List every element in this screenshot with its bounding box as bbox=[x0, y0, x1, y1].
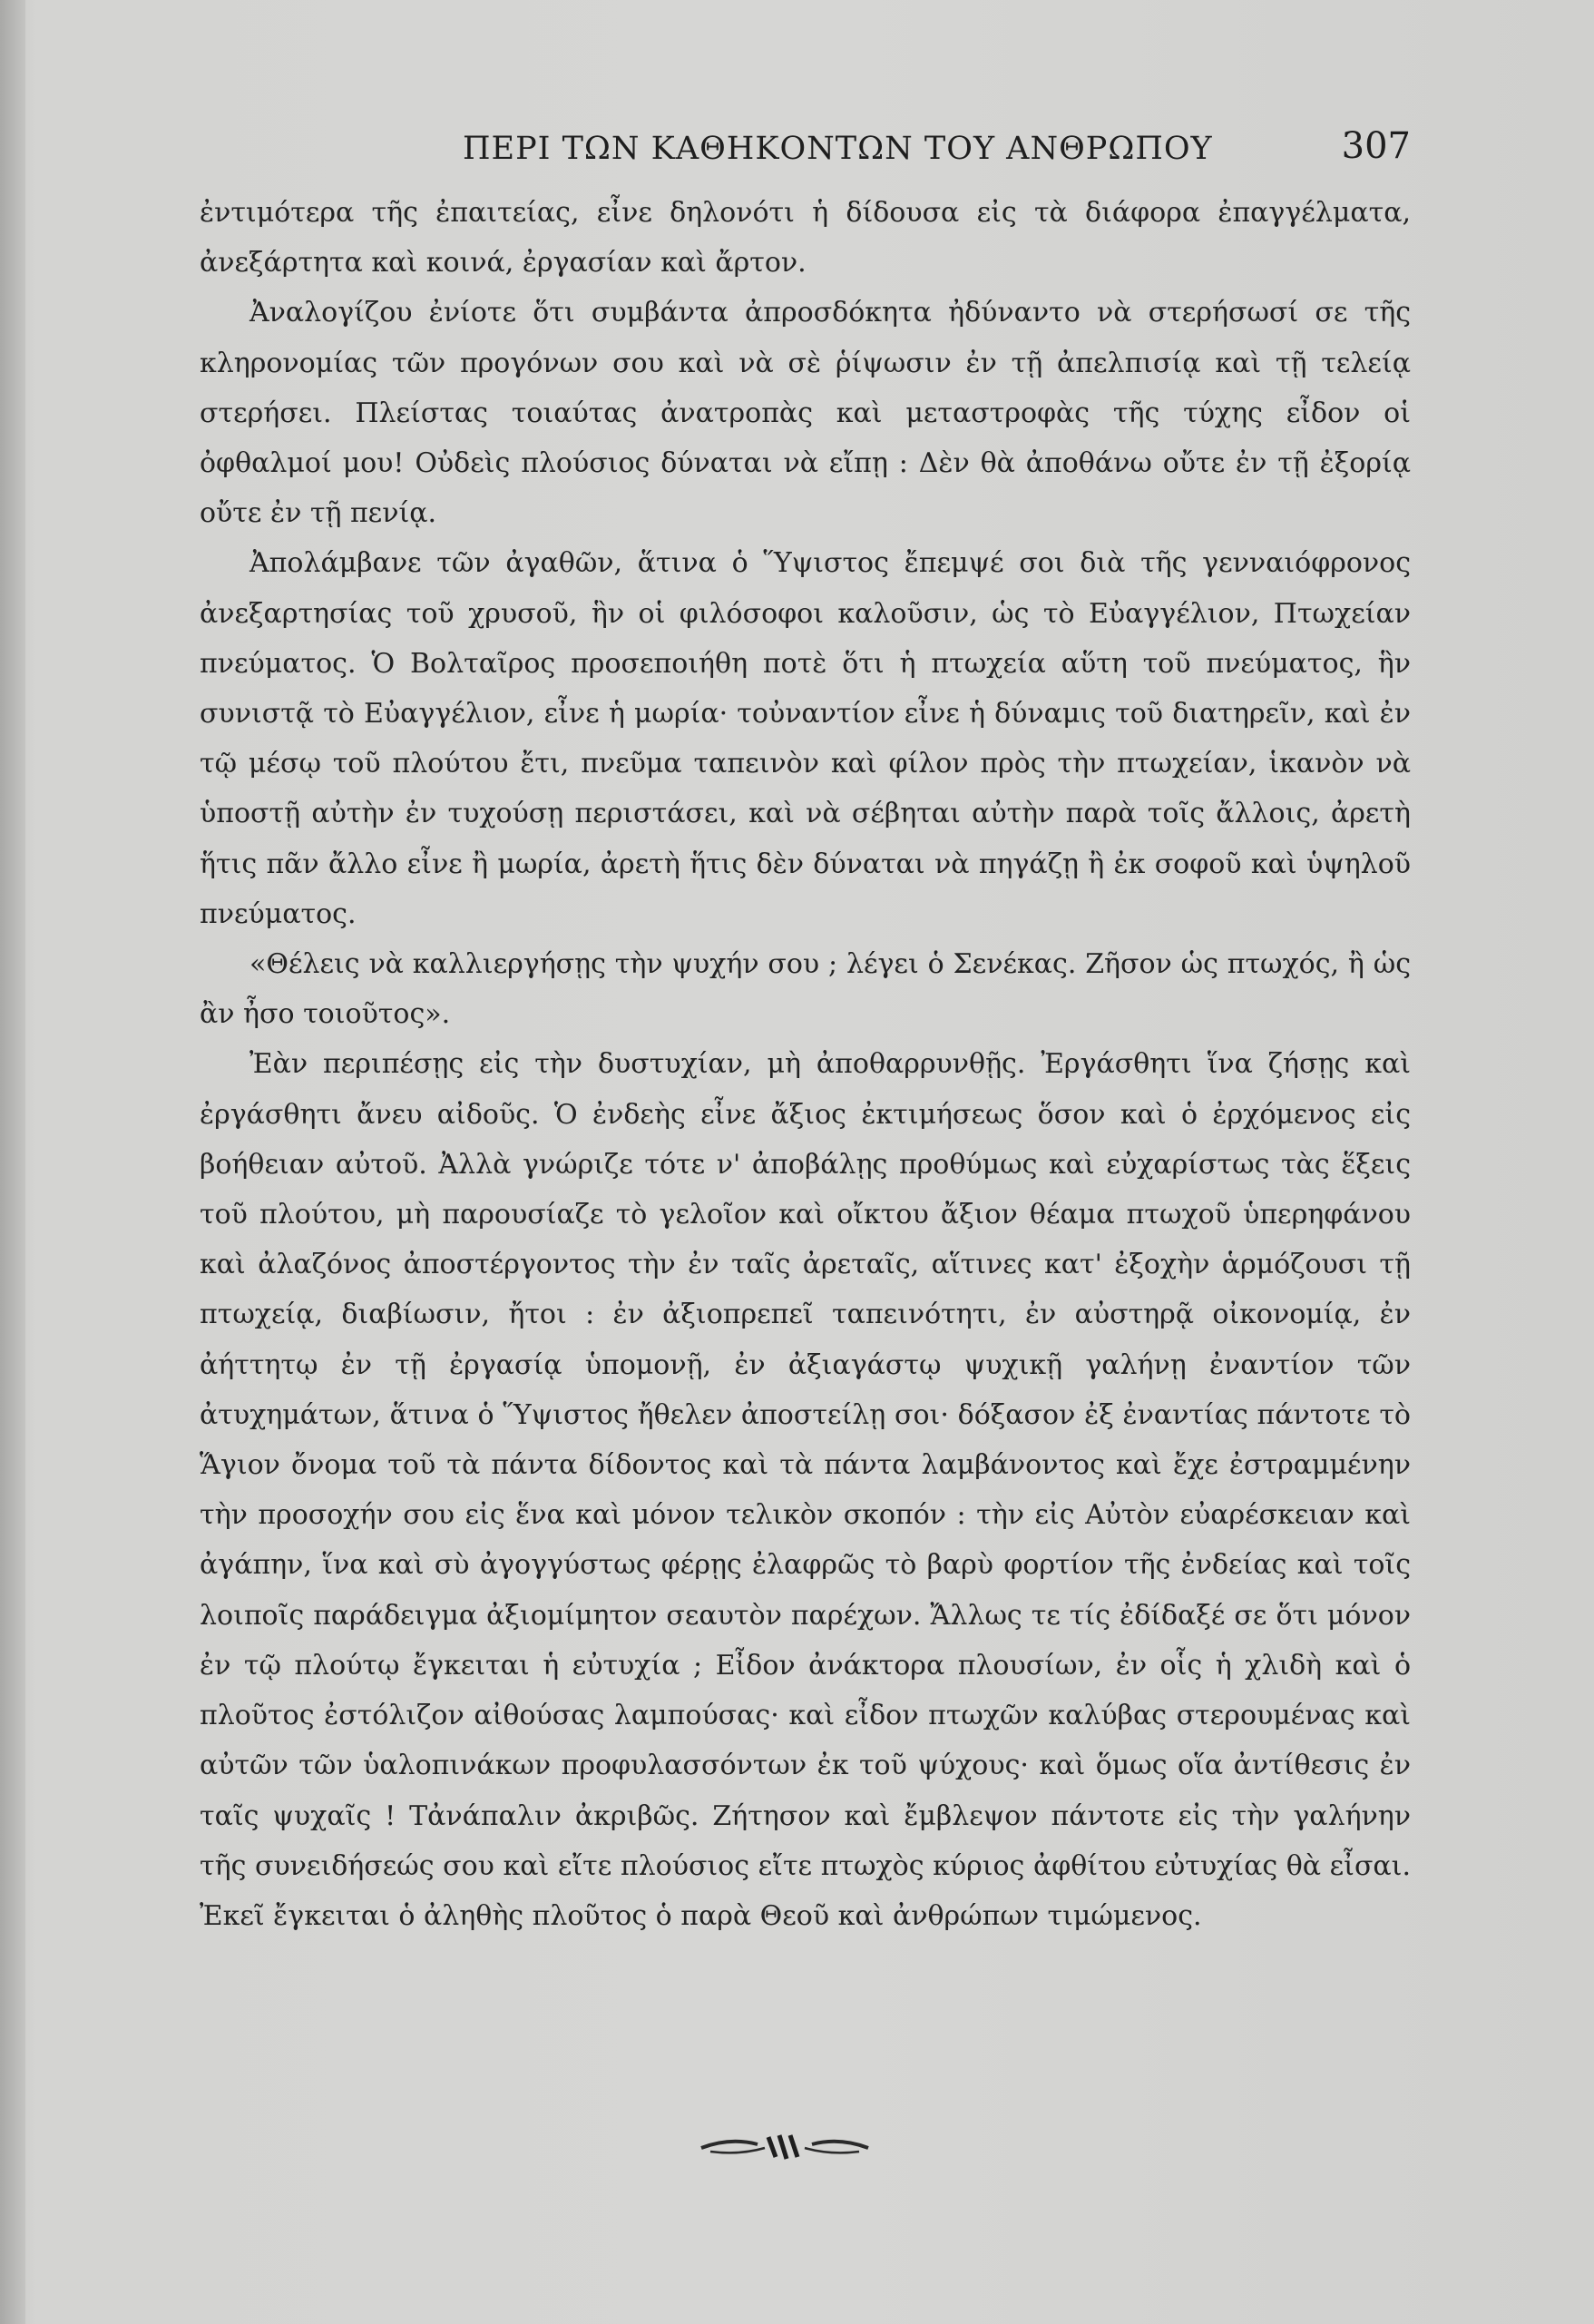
paragraph-quote: «Θέλεις νὰ καλλιεργήσῃς τὴν ψυχήν σου ; λέγει ὁ Σενέκας. Ζῆσον ὡς πτωχός, ἢ ὡς ἂν ἦσο τοιοῦτος». bbox=[200, 948, 1411, 1031]
page-gutter-shadow bbox=[0, 0, 25, 2324]
running-head bbox=[200, 125, 1411, 180]
tailpiece-ornament-icon bbox=[694, 2128, 875, 2164]
running-title: ΠΕΡΙ ΤΩΝ ΚΑΘΗΚΟΝΤΩΝ ΤΟΥ ΑΝΘΡΩΠΟΥ bbox=[463, 131, 1213, 167]
paragraph-continuation: ἐντιμότερα τῆς ἐπαιτείας, εἶνε δηλονότι ἡ δίδουσα εἰς τὰ διάφορα ἐπαγγέλματα, ἀνεξάρτητα καὶ κοινά, ἐργασίαν καὶ ἄρτον. bbox=[200, 197, 1411, 279]
paragraph: Ἐὰν περιπέσῃς εἰς τὴν δυστυχίαν, μὴ ἀποθαρρυνθῇς. Ἐργάσθητι ἵνα ζήσῃς καὶ ἐργάσθητι ἄνευ αἰδοῦς. Ὁ ἐνδεὴς εἶνε ἄξιος ἐκτιμήσεως ὅσον καὶ ὁ ἐρχόμενος εἰς βοήθειαν αὐτοῦ. Ἀλλὰ γνώριζε τότε ν' ἀποβάλῃς προθύμως καὶ εὐχαρίστως τὰς ἕξεις τοῦ πλούτου, μὴ παρουσίαζε τὸ γελοῖον καὶ οἴκτου ἄξιον θέαμα πτωχοῦ ὑπερηφάνου καὶ ἀλαζόνος ἀποστέργοντος τὴν ἐν ταῖς ἀρεταῖς, αἵτινες κατ' ἐξοχὴν ἁρμόζουσι τῇ πτωχείᾳ, διαβίωσιν, ἤτοι : ἐν ἀξιοπρεπεῖ ταπεινότητι, ἐν αὐστηρᾷ οἰκονομίᾳ, ἐν ἀήττητῳ ἐν τῇ ἐργασίᾳ ὑπομονῇ, ἐν ἀξιαγάστῳ ψυχικῇ γαλήνῃ ἐναντίον τῶν ἀτυχημάτων, ἅτινα ὁ Ὕψιστος ἤθελεν ἀποστείλῃ σοι· δόξασον ἐξ ἐναντίας πάντοτε τὸ Ἅγιον ὄνομα τοῦ τὰ πάντα δίδοντος καὶ τὰ πάντα λαμβάνοντος καὶ ἔχε ἐστραμμένην τὴν προσοχήν σου εἰς ἕνα καὶ μόνον τελικὸν σκοπόν : τὴν εἰς Αὐτὸν εὐαρέσκειαν καὶ ἀγάπην, ἵνα καὶ σὺ ἀγογγύστως φέρῃς ἐλαφρῶς τὸ βαρὺ φορτίον τῆς ἐνδείας καὶ τοῖς λοιποῖς παράδειγμα ἀξιομίμητον σεαυτὸν παρέχων. Ἄλλως τε τίς ἐδίδαξέ σε ὅτι μόνον ἐν τῷ πλούτῳ ἔγκειται ἡ εὐτυχία ; Εἶδον ἀνάκτορα πλουσίων, ἐν οἷς ἡ χλιδὴ καὶ ὁ πλοῦτος ἐστόλιζον αἰθούσας λαμπούσας· καὶ εἶδον πτωχῶν καλύβας στερουμένας καὶ αὐτῶν τῶν ὑαλοπινάκων προφυλασσόντων ἐκ τοῦ ψύχους· καὶ ὅμως οἵα ἀντίθεσις ἐν ταῖς ψυχαῖς ! Τἀνάπαλιν ἀκριβῶς. Ζήτησον καὶ ἔμβλεψον πάντοτε εἰς τὴν γαλήνην τῆς συνειδήσεώς σου καὶ εἴτε πλούσιος εἴτε πτωχὸς κύριος ἀφθίτου εὐτυχίας θὰ εἶσαι. Ἐκεῖ ἔγκειται ὁ ἀληθὴς πλοῦτος ὁ παρὰ Θεοῦ καὶ ἀνθρώπων τιμώμενος. bbox=[200, 1048, 1411, 1932]
paragraph: Ἀναλογίζου ἐνίοτε ὅτι συμβάντα ἀπροσδόκητα ἠδύναντο νὰ στερήσωσί σε τῆς κληρονομίας τῶν προγόνων σου καὶ νὰ σὲ ῥίψωσιν ἐν τῇ ἀπελπισίᾳ καὶ τῇ τελείᾳ στερήσει. Πλείστας τοιαύτας ἀνατροπὰς καὶ μεταστροφὰς τῆς τύχης εἶδον οἱ ὀφθαλμοί μου! Οὐδεὶς πλούσιος δύναται νὰ εἴπῃ : Δὲν θὰ ἀποθάνω οὔτε ἐν τῇ ἐξορίᾳ οὔτε ἐν τῇ πενίᾳ. bbox=[200, 297, 1411, 530]
paragraph: Ἀπολάμβανε τῶν ἀγαθῶν, ἅτινα ὁ Ὕψιστος ἔπεμψέ σοι διὰ τῆς γενναιόφρονος ἀνεξαρτησίας τοῦ χρυσοῦ, ἣν οἱ φιλόσοφοι καλοῦσιν, ὡς τὸ Εὐαγγέλιον, Πτωχείαν πνεύματος. Ὁ Βολταῖρος προσεποιήθη ποτὲ ὅτι ἡ πτωχεία αὕτη τοῦ πνεύματος, ἣν συνιστᾷ τὸ Εὐαγγέλιον, εἶνε ἡ μωρία· τοὐναντίον εἶνε ἡ δύναμις τοῦ διατηρεῖν, καὶ ἐν τῷ μέσῳ τοῦ πλούτου ἔτι, πνεῦμα ταπεινὸν καὶ φίλον πρὸς τὴν πτωχείαν, ἱκανὸν νὰ ὑποστῇ αὐτὴν ἐν τυχούσῃ περιστάσει, καὶ νὰ σέβηται αὐτὴν παρὰ τοῖς ἄλλοις, ἀρετὴ ἥτις πᾶν ἄλλο εἶνε ἢ μωρία, ἀρετὴ ἥτις δὲν δύναται νὰ πηγάζῃ ἢ ἐκ σοφοῦ καὶ ὑψηλοῦ πνεύματος. bbox=[200, 547, 1411, 930]
body-text bbox=[200, 188, 1411, 1941]
page-number: 307 bbox=[1341, 125, 1411, 167]
